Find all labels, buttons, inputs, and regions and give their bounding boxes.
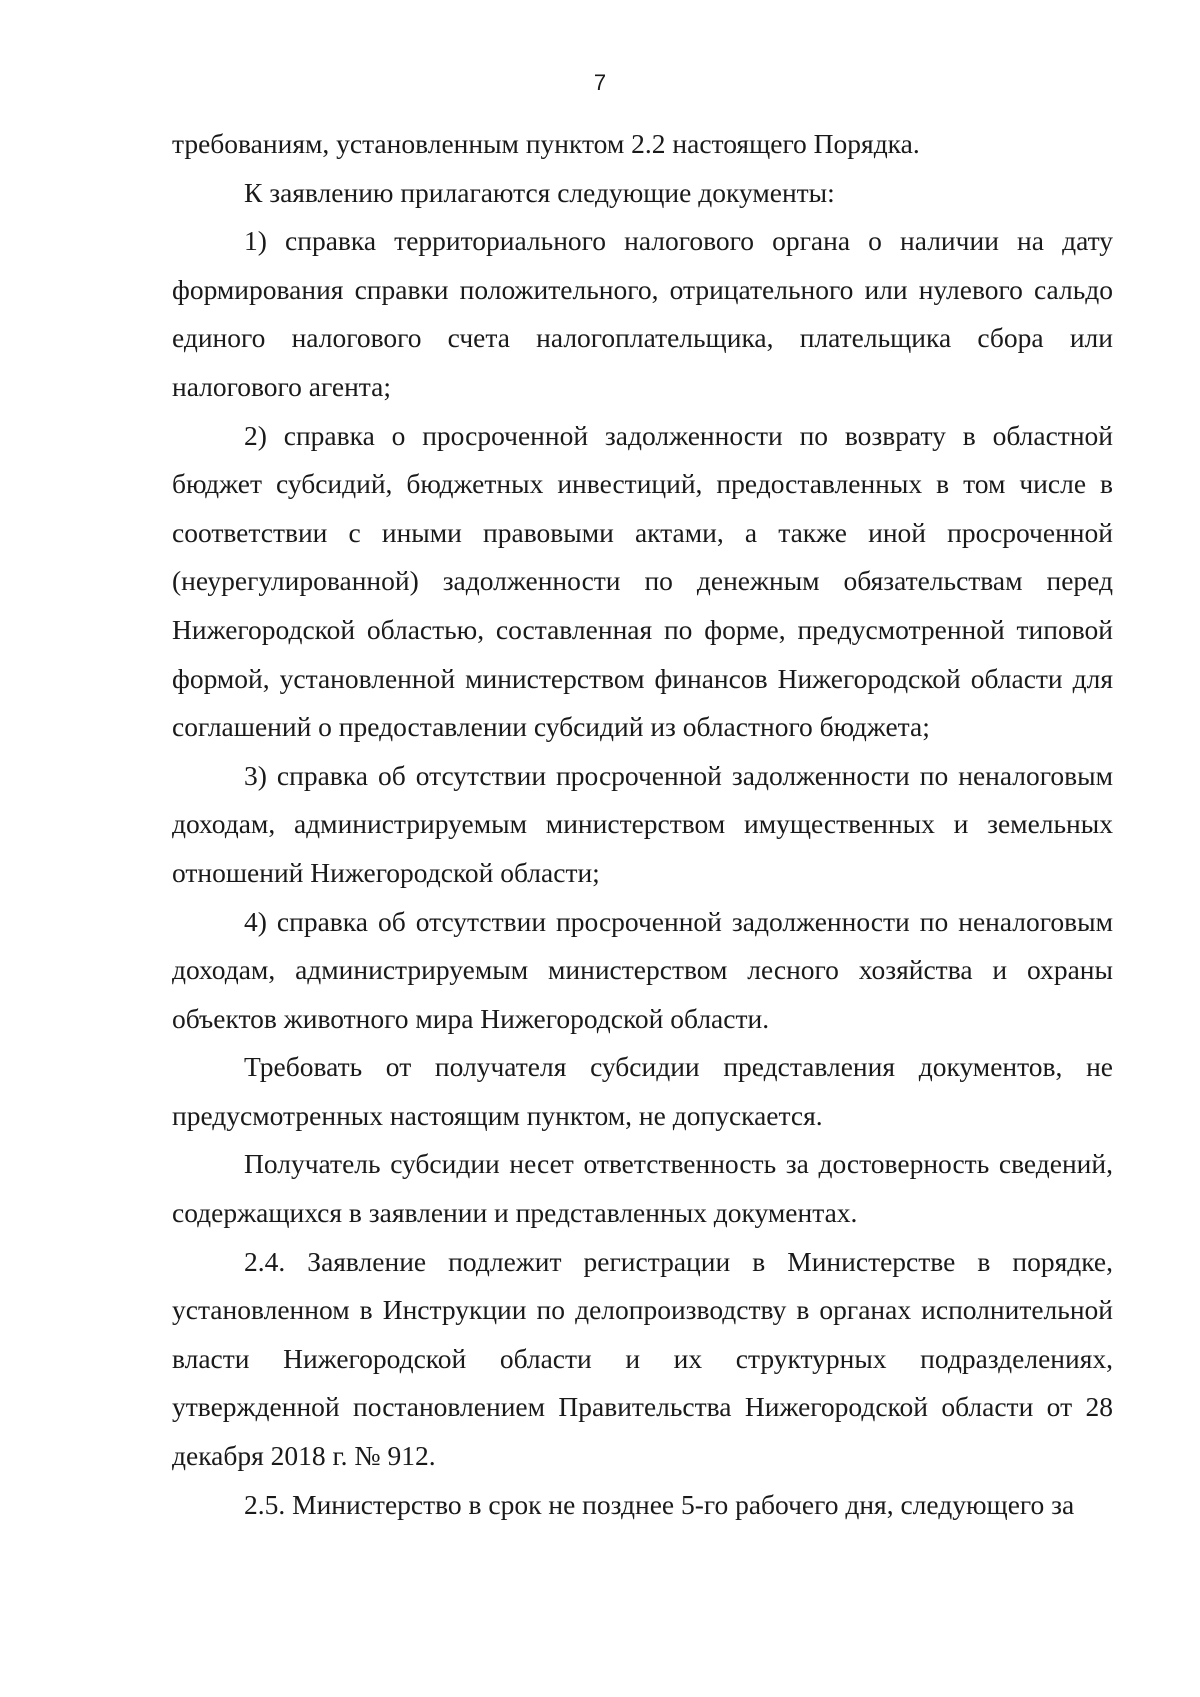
document-body xyxy=(172,120,1113,1529)
paragraph-item-3: 3) справка об отсутствии просроченной задолженности по неналоговым доходам, администрируемым министерством имущественных и земельных отношений Нижегородской области; xyxy=(172,759,1113,888)
paragraph-item-1: 1) справка территориального налогового органа о наличии на дату формирования справки положительного, отрицательного или нулевого сальдо единого налогового счета налогоплательщика, плательщика сбора или налогового агента; xyxy=(172,225,1113,402)
paragraph-attachments-intro: К заявлению прилагаются следующие документы: xyxy=(244,176,835,208)
page-number: 7 xyxy=(593,70,607,95)
paragraph-responsibility: Получатель субсидии несет ответственность за достоверность сведений, содержащихся в заявлении и представленных документах. xyxy=(172,1148,1113,1229)
paragraph-section-2-4: 2.4. Заявление подлежит регистрации в Министерстве в порядке, установленном в Инструкции по делопроизводству в органах исполнительной власти Нижегородской области и их структурных подразделениях, утвержденной постановлением Правительства Нижегородской области от 28 декабря 2018 г. № 912. xyxy=(172,1245,1113,1472)
paragraph-item-4: 4) справка об отсутствии просроченной задолженности по неналоговым доходам, администрируемым министерством лесного хозяйства и охраны объектов животного мира Нижегородской области. xyxy=(172,905,1113,1034)
paragraph-item-2: 2) справка о просроченной задолженности по возврату в областной бюджет субсидий, бюджетных инвестиций, предоставленных в том числе в соответствии с иными правовыми актами, а также иной просроченной (неурегулированной) задолженности по денежным обязательствам перед Нижегородской областью, составленная по форме, предусмотренной типовой формой, установленной министерством финансов Нижегородской области для соглашений о предоставлении субсидий из областного бюджета; xyxy=(172,419,1113,743)
paragraph-section-2-5: 2.5. Министерство в срок не позднее 5-го рабочего дня, следующего за xyxy=(244,1488,1075,1520)
paragraph-prohibition: Требовать от получателя субсидии представления документов, не предусмотренных настоящим пунктом, не допускается. xyxy=(172,1051,1113,1131)
paragraph-continuation: требованиям, установленным пунктом 2.2 настоящего Порядка. xyxy=(172,128,920,159)
